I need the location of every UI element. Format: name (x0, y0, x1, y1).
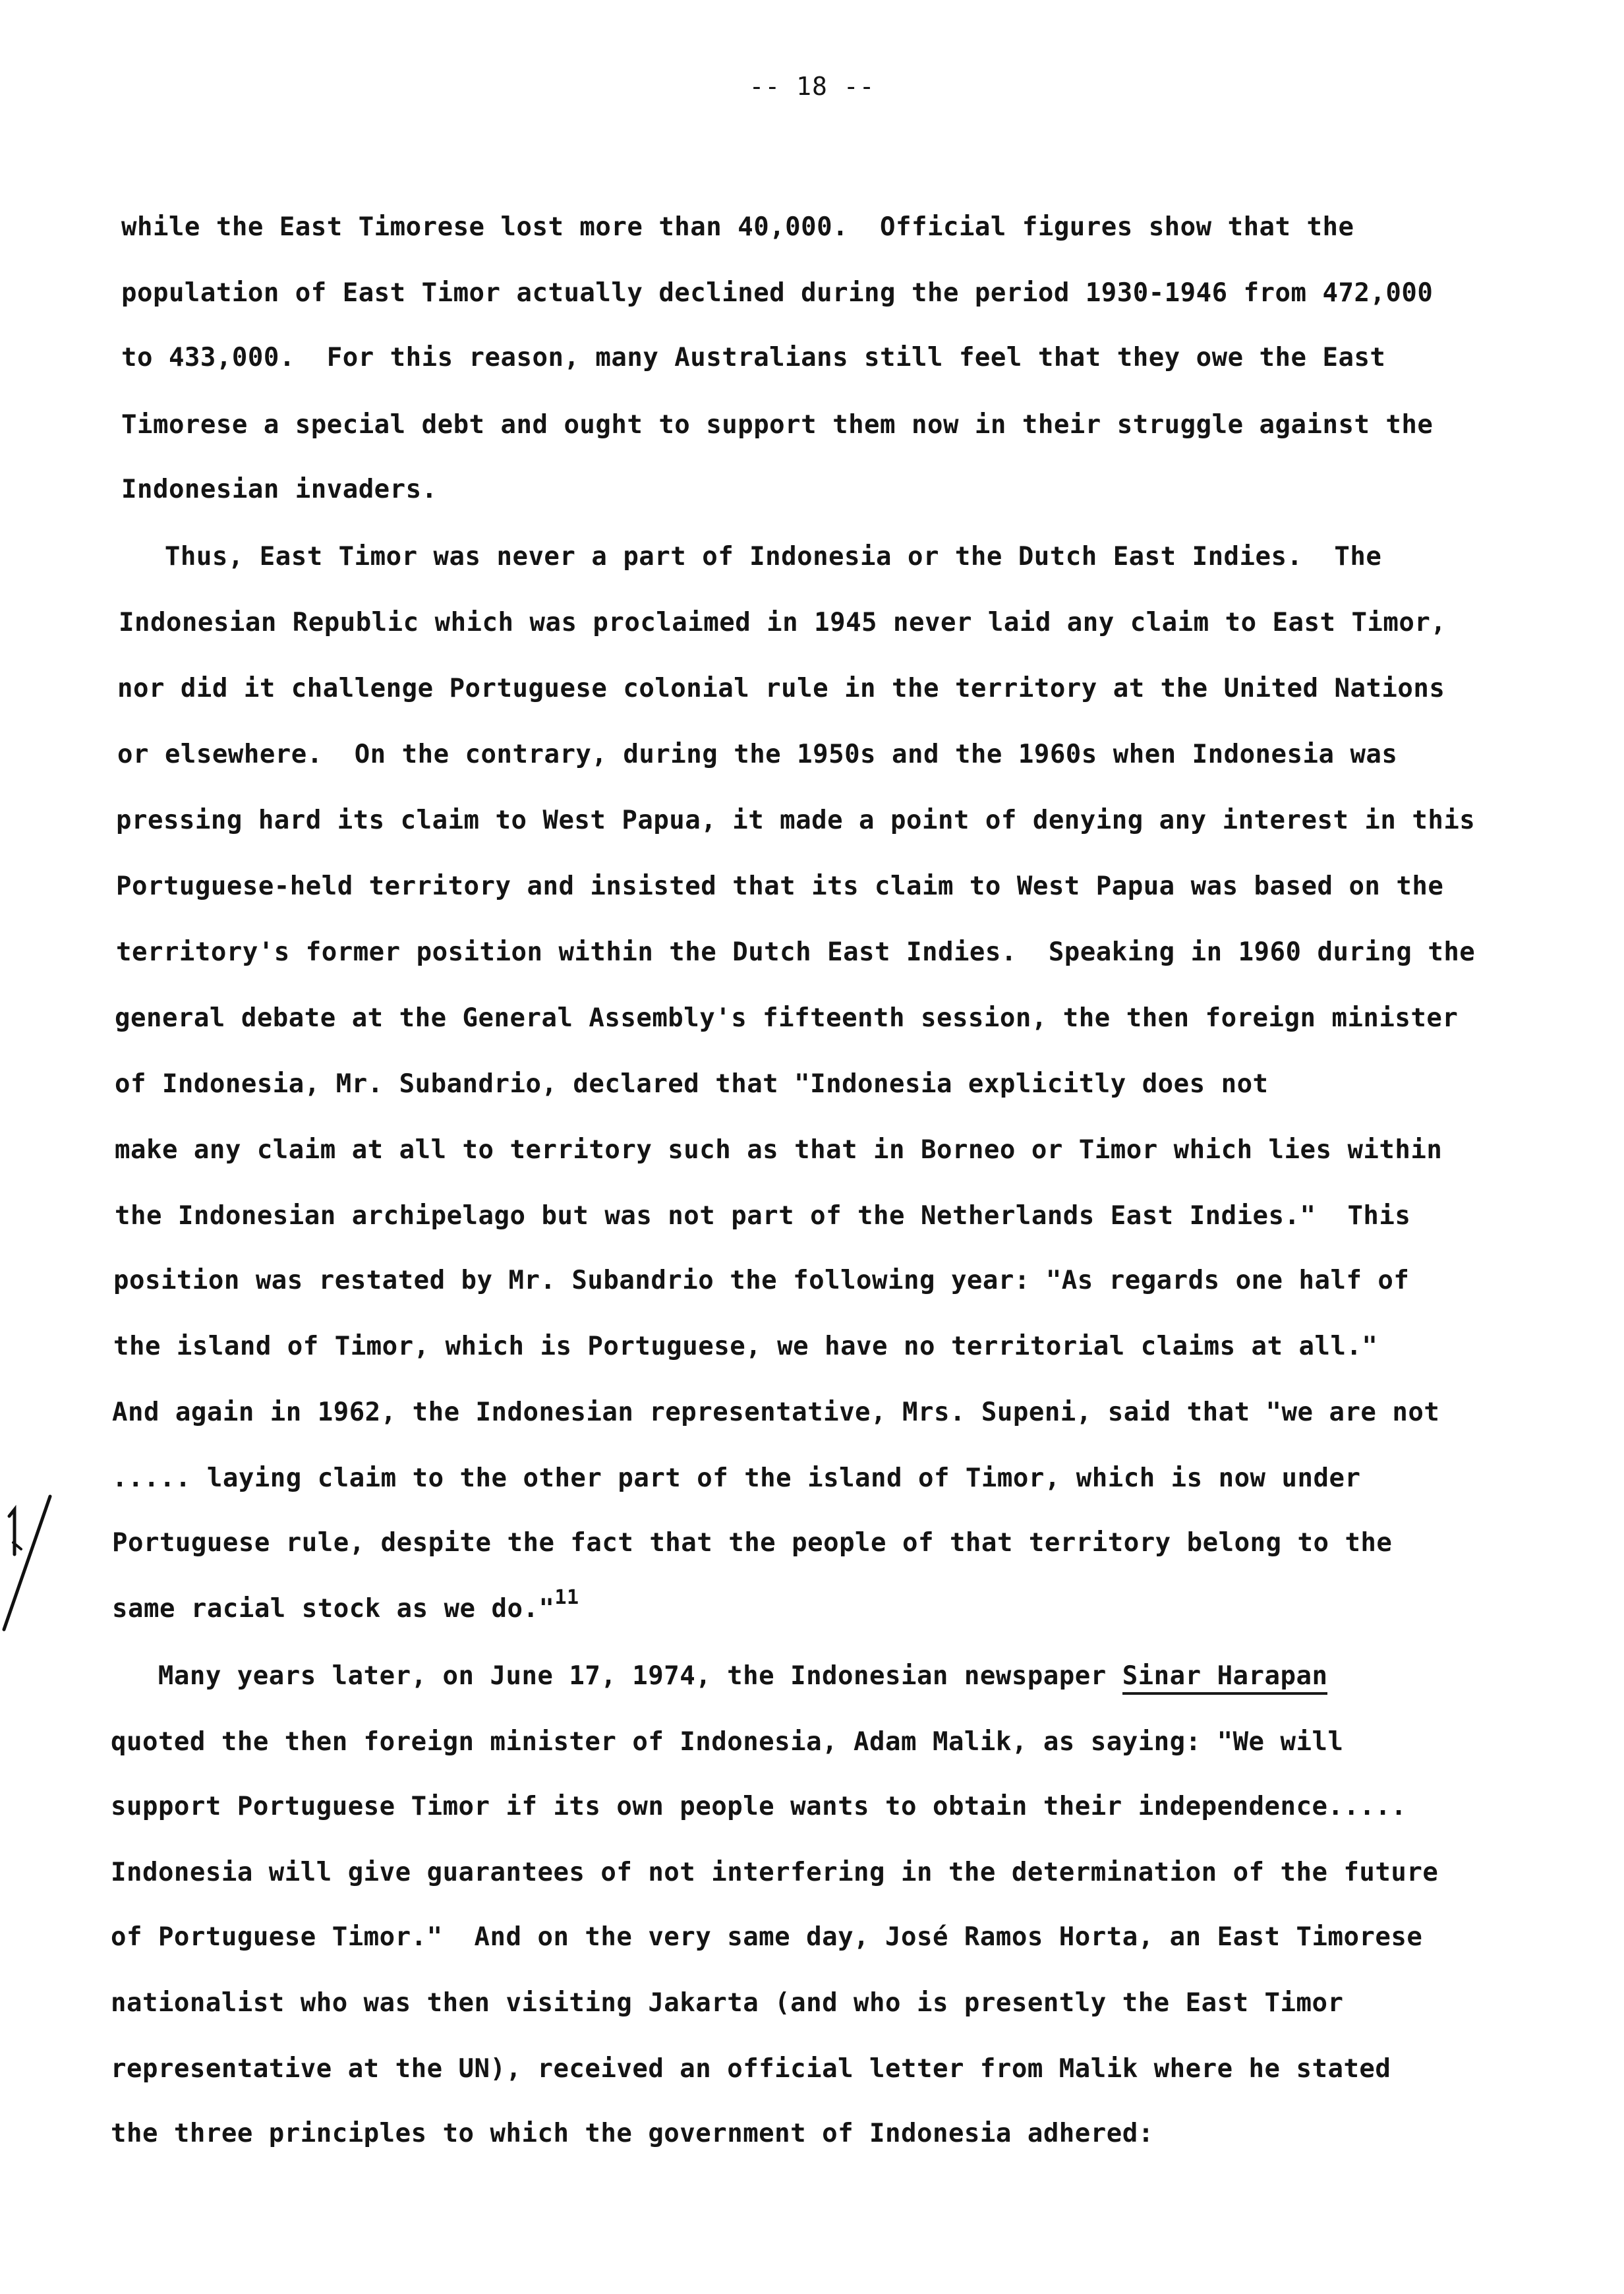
text-line: general debate at the General Assembly's fifteenth session, the then foreign minister (115, 1003, 1459, 1033)
text-line: ..... laying claim to the other part of the island of Timor, which is now under (112, 1463, 1361, 1493)
text-line-with-newspaper (79, 1660, 1327, 1693)
text-line: And again in 1962, the Indonesian representative, Mrs. Supeni, said that "we are not (112, 1397, 1440, 1427)
text-line: territory's former position within the Dutch East Indies. Speaking in 1960 during the (116, 937, 1476, 967)
text-line: nationalist who was then visiting Jakarta (and who is presently the East Timor (111, 1988, 1344, 2018)
text-line: Timorese a special debt and ought to support them now in their struggle against the (121, 410, 1434, 440)
text-line: Indonesian invaders. (121, 475, 438, 504)
text-line: Thus, East Timor was never a part of Indonesia or the Dutch East Indies. The (86, 542, 1382, 572)
text-line: or elsewhere. On the contrary, during the 1950s and the 1960s when Indonesia was (117, 740, 1398, 769)
text-line: pressing hard its claim to West Papua, it made a point of denying any interest in this (116, 806, 1476, 835)
text-line: representative at the UN), received an official letter from Malik where he stated (111, 2054, 1391, 2084)
text-line: Indonesian Republic which was proclaimed in 1945 never laid any claim to East Timor, (119, 608, 1447, 637)
newspaper-name: Sinar Harapan (1122, 1661, 1328, 1695)
text-line: Portuguese rule, despite the fact that the people of that territory belong to the (112, 1528, 1393, 1558)
text-line-with-footnote (112, 1586, 579, 1626)
text-line: the three principles to which the government of Indonesia adhered: (111, 2119, 1154, 2148)
text-line: while the East Timorese lost more than 40,000. Official figures show that the (121, 212, 1354, 242)
text-line: position was restated by Mr. Subandrio the following year: "As regards one half of (113, 1266, 1410, 1295)
text-line: population of East Timor actually declined during the period 1930-1946 from 472,000 (121, 278, 1434, 308)
text-line: of Indonesia, Mr. Subandrio, declared that "Indonesia explicitly does not (115, 1069, 1269, 1099)
footnote-reference: 11 (554, 1586, 579, 1609)
text-line: the Indonesian archipelago but was not part of the Netherlands East Indies." This (115, 1201, 1411, 1231)
text-line: quoted the then foreign minister of Indonesia, Adam Malik, as saying: "We will (111, 1727, 1344, 1757)
line-text: Many years later, on June 17, 1974, the Indonesian newspaper (79, 1661, 1122, 1691)
text-line: Portuguese-held territory and insisted that its claim to West Papua was based on the (116, 871, 1444, 901)
text-line: of Portuguese Timor." And on the very same day, José Ramos Horta, an East Timorese (111, 1922, 1423, 1952)
text-line: to 433,000. For this reason, many Australians still feel that they owe the East (121, 343, 1386, 372)
text-line: support Portuguese Timor if its own people wants to obtain their independence..... (111, 1792, 1407, 1821)
text-line: make any claim at all to territory such as that in Borneo or Timor which lies within (115, 1135, 1443, 1165)
page-number: -- 18 -- (749, 72, 875, 101)
text-line: nor did it challenge Portuguese colonial rule in the territory at the United Nations (117, 674, 1445, 703)
handwritten-margin-mark (0, 1477, 66, 1641)
text-line: Indonesia will give guarantees of not interfering in the determination of the future (111, 1858, 1439, 1887)
line-text: same racial stock as we do." (112, 1594, 555, 1624)
text-line: the island of Timor, which is Portuguese, we have no territorial claims at all." (113, 1332, 1378, 1361)
